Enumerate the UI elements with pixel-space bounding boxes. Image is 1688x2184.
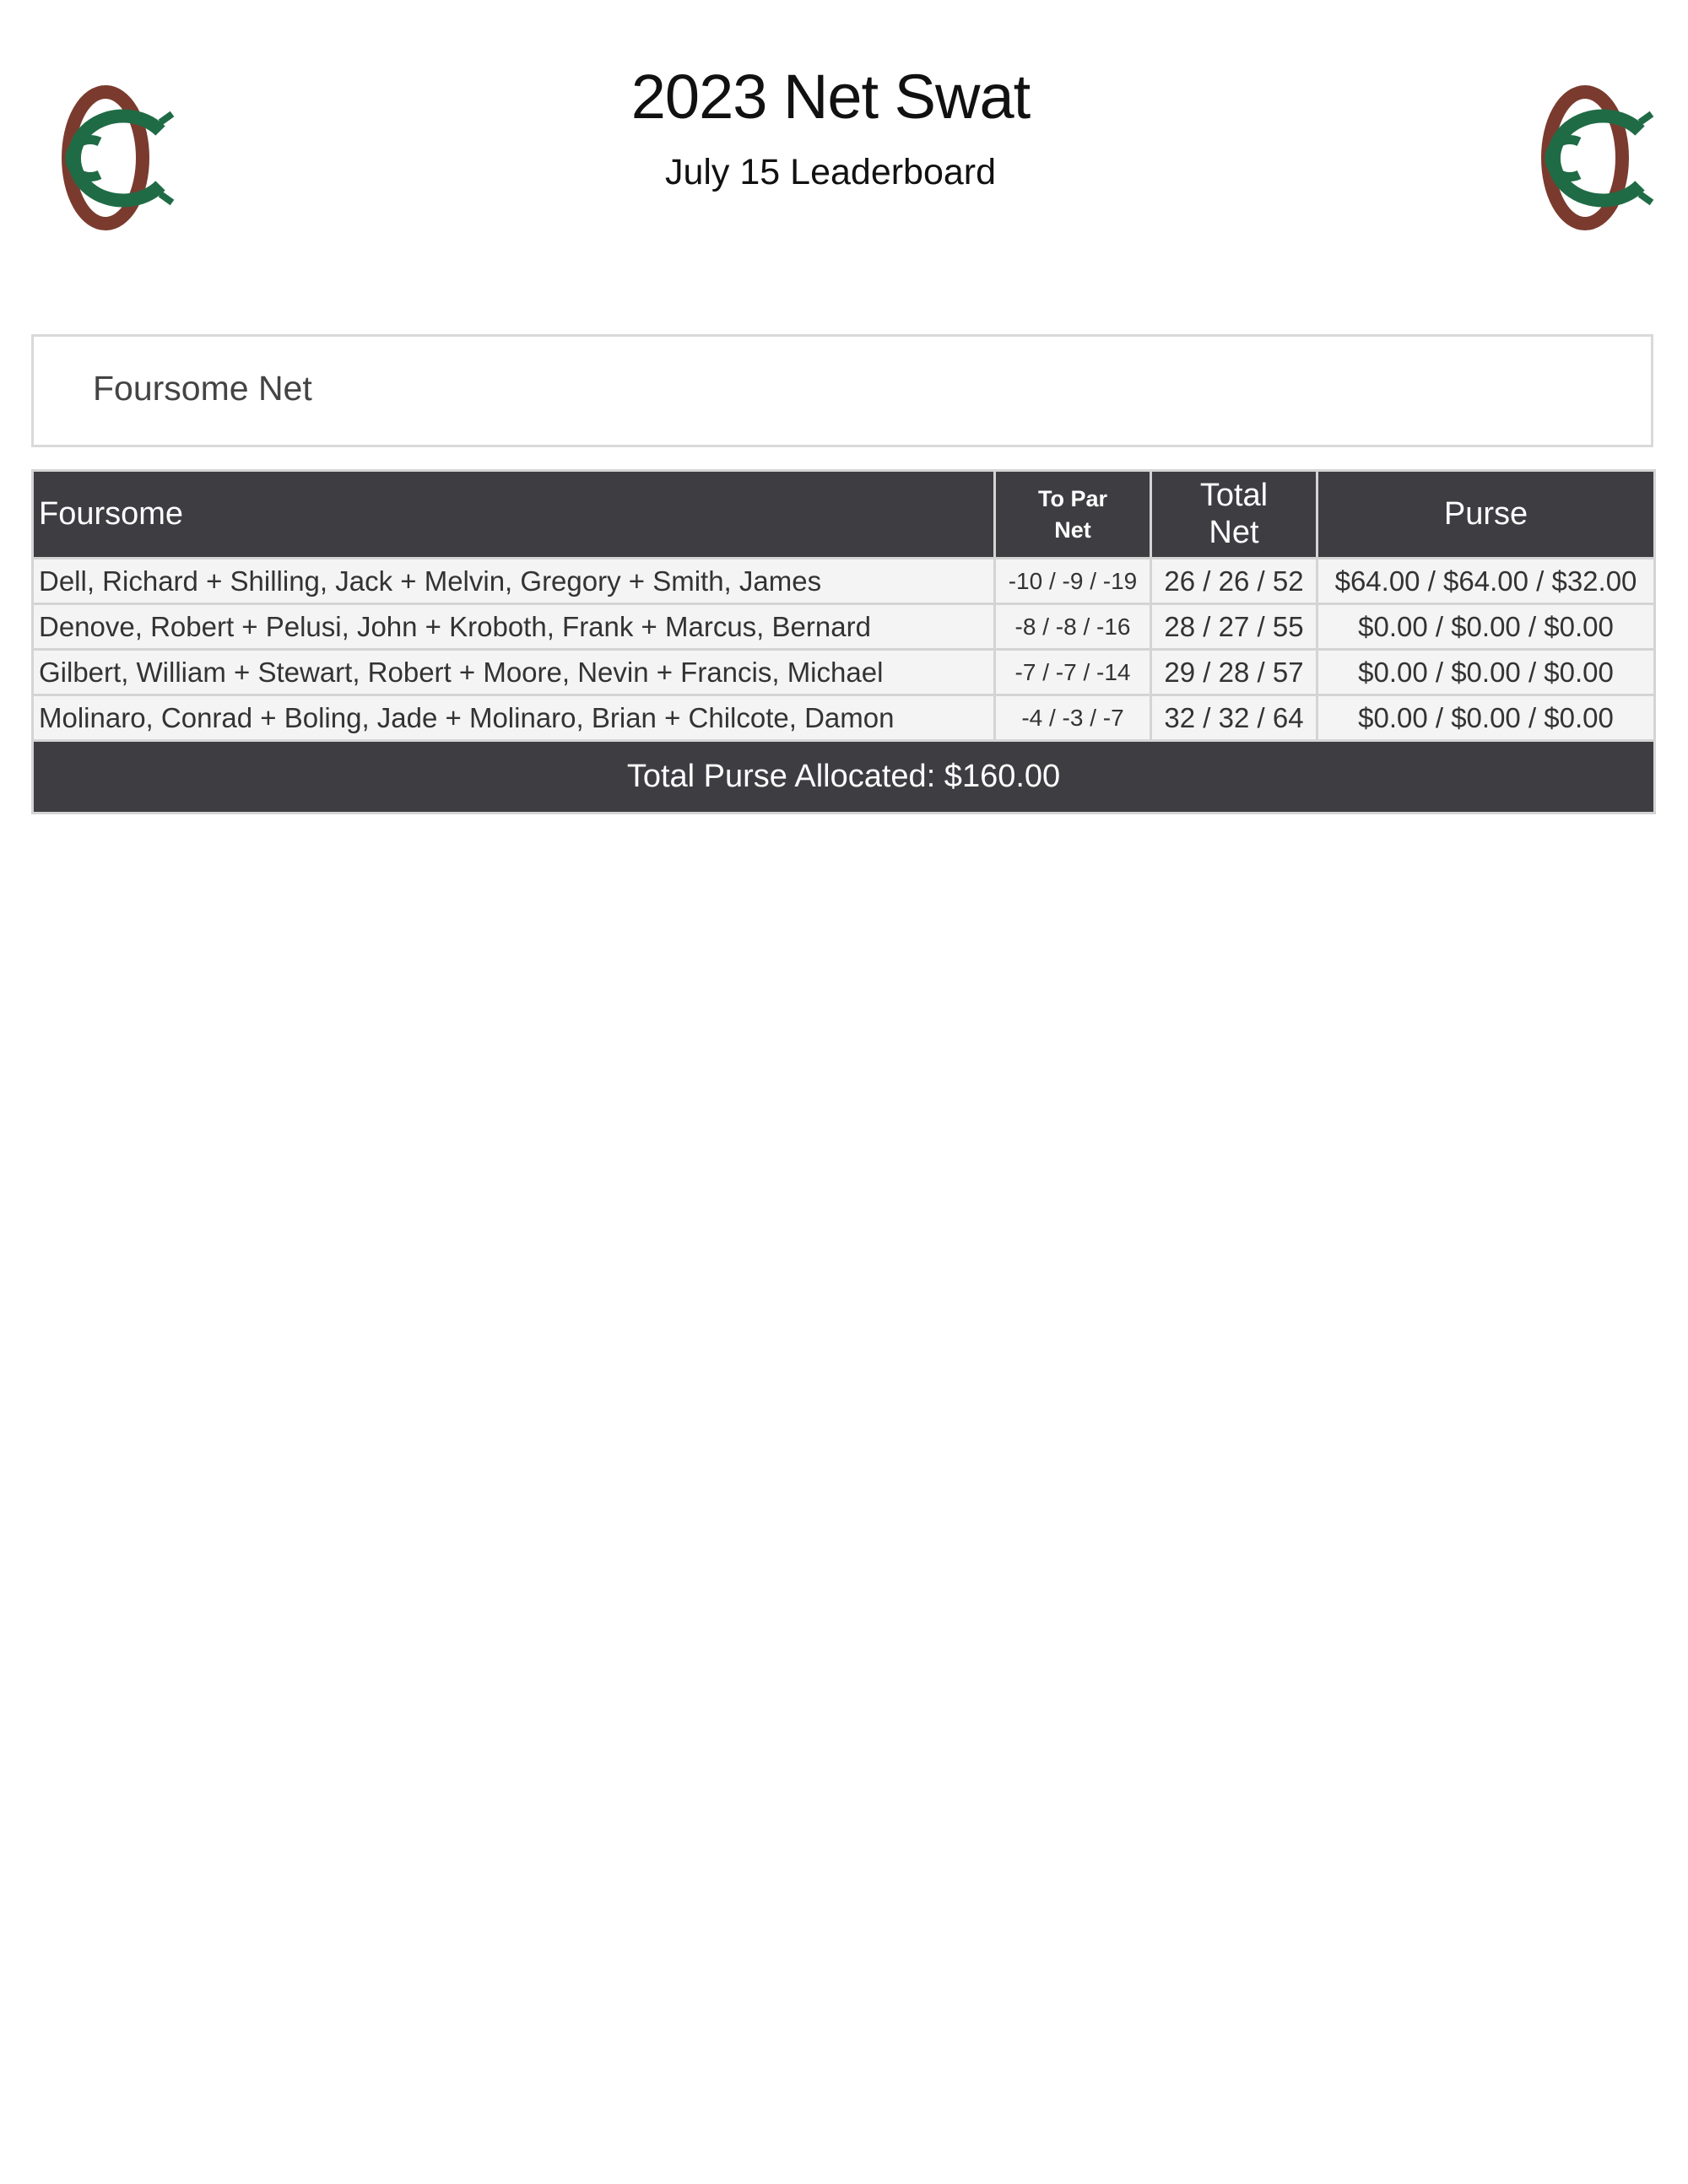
column-header-total-line2: Net [1209,514,1259,550]
total-net-cell: 26 / 26 / 52 [1151,559,1317,604]
total-purse-allocated: Total Purse Allocated: $160.00 [33,741,1655,814]
total-net-cell: 28 / 27 / 55 [1151,604,1317,650]
to-par-cell: -10 / -9 / -19 [995,559,1151,604]
section-header [31,334,1653,447]
column-header-foursome-label: Foursome [39,495,184,532]
column-header-to-par-line2: Net [1054,516,1091,543]
table-header-row [33,471,1655,559]
foursome-names-cell: Dell, Richard + Shilling, Jack + Melvin, Gregory + Smith, James [33,559,995,604]
purse-cell: $0.00 / $0.00 / $0.00 [1317,604,1655,650]
table-row [33,695,1655,741]
table-row [33,559,1655,604]
foursome-names-cell: Molinaro, Conrad + Boling, Jade + Molinaro, Brian + Chilcote, Damon [33,695,995,741]
table-row [33,604,1655,650]
table-footer-row [33,741,1655,814]
table-row [33,650,1655,695]
column-header-purse-label: Purse [1443,495,1528,532]
to-par-cell: -7 / -7 / -14 [995,650,1151,695]
column-header-purse [1317,471,1655,559]
total-net-cell: 29 / 28 / 57 [1151,650,1317,695]
column-header-total-net [1151,471,1317,559]
purse-cell: $0.00 / $0.00 / $0.00 [1317,695,1655,741]
foursome-names-cell: Gilbert, William + Stewart, Robert + Moore, Nevin + Francis, Michael [33,650,995,695]
total-net-cell: 32 / 32 / 64 [1151,695,1317,741]
column-header-to-par-net [995,471,1151,559]
page-title: 2023 Net Swat [630,62,1031,132]
purse-cell: $64.00 / $64.00 / $32.00 [1317,559,1655,604]
section-title: Foursome Net [93,369,312,408]
page-subtitle: July 15 Leaderboard [664,152,997,192]
column-header-to-par-line1: To Par [1037,486,1107,512]
column-header-foursome [33,471,995,559]
to-par-cell: -8 / -8 / -16 [995,604,1151,650]
to-par-cell: -4 / -3 / -7 [995,695,1151,741]
leaderboard-table [31,469,1656,814]
purse-cell: $0.00 / $0.00 / $0.00 [1317,650,1655,695]
column-header-total-line1: Total [1199,477,1269,513]
foursome-names-cell: Denove, Robert + Pelusi, John + Kroboth, Frank + Marcus, Bernard [33,604,995,650]
